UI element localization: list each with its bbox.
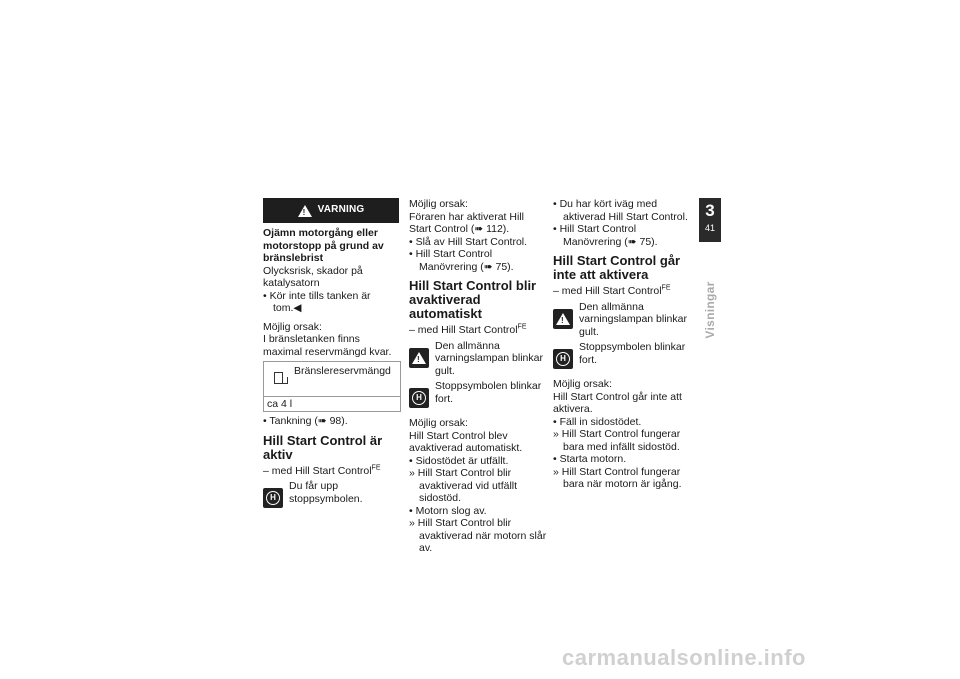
cause-label: Möjlig orsak:: [553, 378, 612, 390]
refuel-link[interactable]: • Tankning (➠ 98).: [263, 415, 348, 427]
hill-hold-icon: H: [553, 349, 573, 369]
cause-label: Möjlig orsak:: [409, 198, 468, 210]
warning-indicator-row: [553, 301, 691, 339]
indicator-text: Stoppsymbolen blinkar fort.: [579, 341, 686, 366]
stop-indicator-row: [409, 380, 547, 408]
chapter-tab: [699, 198, 721, 242]
cause-label: Möjlig orsak:: [263, 320, 322, 333]
warning-box: [263, 198, 399, 223]
bullet-link[interactable]: • Hill Start Control Manövrering (➠ 75).: [553, 223, 658, 248]
chapter-number: 3: [705, 201, 715, 220]
section-heading: Hill Start Control är aktiv: [263, 432, 383, 462]
section-label: Visningar: [703, 281, 717, 339]
result: » Hill Start Control blir avaktiverad när motorn slår av.: [409, 517, 547, 554]
bullet-link[interactable]: • Hill Start Control Manövrering (➠ 75).: [409, 248, 514, 273]
warning-lamp-icon: [409, 348, 429, 368]
stop-indicator-row: [263, 480, 401, 508]
bullet: • Du har kört iväg med aktiverad Hill Start Control.: [553, 198, 688, 223]
warning-text: Olycksrisk, skador på katalysatorn: [263, 264, 363, 289]
column-3: [553, 198, 691, 491]
cause-text: Hill Start Control blev avaktiverad automatiskt.: [409, 429, 523, 454]
with-hill-start: – med Hill Start Control$^{FE}$: [263, 464, 381, 477]
hill-hold-icon: H: [263, 488, 283, 508]
result: » Hill Start Control blir avaktiverad vid utfällt sidostöd.: [409, 467, 518, 504]
table-value: ca 4 l: [267, 398, 293, 410]
page-number: 41: [704, 223, 715, 233]
indicator-text: Stoppsymbolen blinkar fort.: [435, 380, 542, 405]
warning-lamp-icon: [553, 309, 573, 329]
cause-text: Hill Start Control går inte att aktivera.: [553, 390, 682, 415]
bullet: • Fäll in sidostödet.: [553, 415, 642, 428]
bullet: • Sidostödet är utfällt.: [409, 454, 509, 467]
table-label: Bränslereservmängd: [294, 365, 391, 377]
fuel-reserve-table: [263, 361, 401, 412]
stop-indicator-row: [553, 341, 691, 369]
result: » Hill Start Control fungerar bara med infällt sidostöd.: [553, 428, 681, 453]
hill-hold-icon: H: [409, 388, 429, 408]
section-heading: Hill Start Control blir avaktiverad automatiskt: [409, 278, 537, 321]
indicator-text: Du får upp stoppsymbolen.: [289, 480, 363, 505]
column-2: [409, 198, 547, 555]
warning-heading: Ojämn motorgång eller motorstopp på grund av bränslebrist: [263, 227, 384, 264]
bullet: • Starta motorn.: [553, 453, 627, 465]
warning-title: VARNING: [317, 204, 365, 216]
cause-text: Föraren har aktiverat Hill Start Control (➠ 112).: [409, 210, 524, 235]
result: » Hill Start Control fungerar bara när motorn är igång.: [553, 465, 682, 490]
with-hill-start: – med Hill Start Control$^{FE}$: [409, 323, 527, 336]
section-heading: Hill Start Control går inte att aktivera: [553, 253, 681, 282]
indicator-text: Den allmänna varningslampan blinkar gult.: [435, 339, 543, 377]
bullet: • Slå av Hill Start Control.: [409, 235, 528, 248]
watermark: carmanualsonline.info: [562, 645, 806, 670]
column-1: [263, 198, 401, 511]
warning-triangle-icon: [298, 205, 312, 217]
indicator-text: Den allmänna varningslampan blinkar gult.: [579, 300, 687, 338]
fuel-pump-icon: [274, 372, 283, 384]
cause-text: I bränsletanken finns maximal reservmängd kvar.: [263, 333, 392, 358]
with-hill-start: – med Hill Start Control$^{FE}$: [553, 284, 671, 297]
cause-label: Möjlig orsak:: [409, 417, 468, 429]
warning-bullet: • Kör inte tills tanken är tom.◀: [263, 289, 371, 314]
warning-indicator-row: [409, 340, 547, 378]
bullet: • Motorn slog av.: [409, 504, 487, 517]
